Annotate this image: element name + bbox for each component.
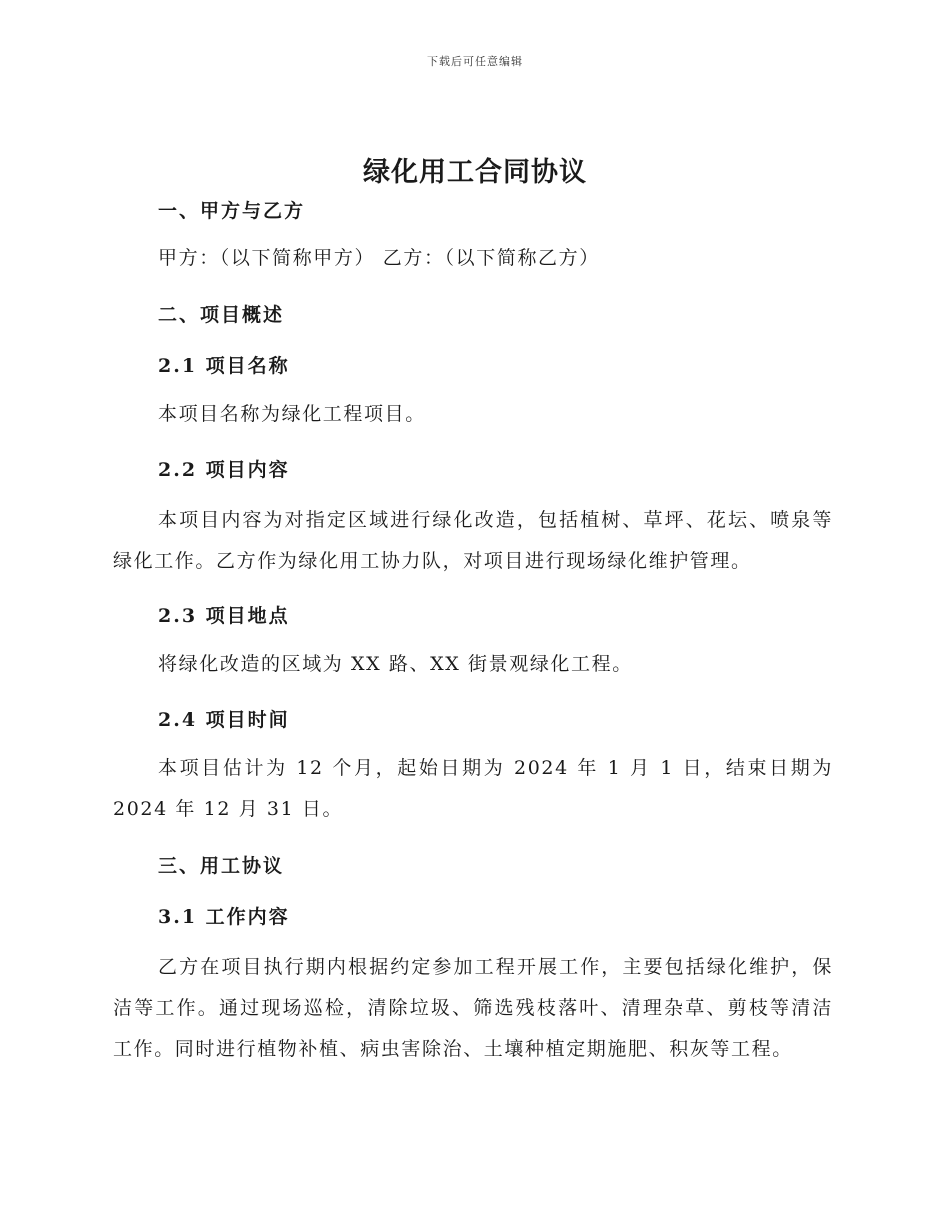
- subsection-2-3-text: 将绿化改造的区域为 XX 路、XX 街景观绿化工程。: [158, 653, 633, 675]
- section-3-1-body: [113, 947, 833, 1070]
- subsection-2-4-heading: 2.4 项目时间: [158, 709, 290, 731]
- section-2-2: [113, 455, 833, 482]
- section-1: [113, 196, 833, 223]
- section-3-1: [113, 902, 833, 929]
- section-1-parties-block: [113, 238, 833, 279]
- section-2-3: [113, 601, 833, 628]
- subsection-3-1-text: 乙方在项目执行期内根据约定参加工程开展工作，主要包括绿化维护，保洁等工作。通过现场巡检，清除垃圾、筛选残枝落叶、清理杂草、剪枝等清洁工作。同时进行植物补植、病虫害除治、土壤种植定期施肥、积灰等工程。: [113, 956, 833, 1060]
- section-2-2-body: [113, 500, 833, 582]
- section-2-4: [113, 705, 833, 732]
- subsection-2-1-heading: 2.1 项目名称: [158, 355, 290, 377]
- section-2-4-body: [113, 748, 833, 830]
- section-2-1-body: [113, 394, 833, 435]
- subsection-2-3-heading: 2.3 项目地点: [158, 605, 290, 627]
- subsection-2-2-heading: 2.2 项目内容: [158, 459, 290, 481]
- subsection-2-1-text: 本项目名称为绿化工程项目。: [158, 403, 426, 425]
- page-header-note: 下载后可任意编辑: [427, 55, 523, 68]
- section-2-heading: 二、项目概述: [158, 304, 285, 326]
- parties-text: 甲方：（以下简称甲方） 乙方：（以下简称乙方）: [158, 247, 600, 269]
- section-2-3-body: [113, 644, 833, 685]
- section-2-1: [113, 351, 833, 378]
- subsection-2-2-text: 本项目内容为对指定区域进行绿化改造，包括植树、草坪、花坛、喷泉等绿化工作。乙方作为绿化用工协力队，对项目进行现场绿化维护管理。: [113, 509, 833, 572]
- subsection-2-4-text: 本项目估计为 12 个月，起始日期为 2024 年 1 月 1 日，结束日期为 2024 年 12 月 31 日。: [113, 757, 833, 820]
- document-title: 绿化用工合同协议: [363, 157, 587, 188]
- section-2: [113, 300, 833, 327]
- subsection-3-1-heading: 3.1 工作内容: [158, 906, 290, 928]
- section-1-heading: 一、甲方与乙方: [158, 200, 306, 222]
- section-3: [113, 851, 833, 878]
- section-3-heading: 三、用工协议: [158, 855, 285, 877]
